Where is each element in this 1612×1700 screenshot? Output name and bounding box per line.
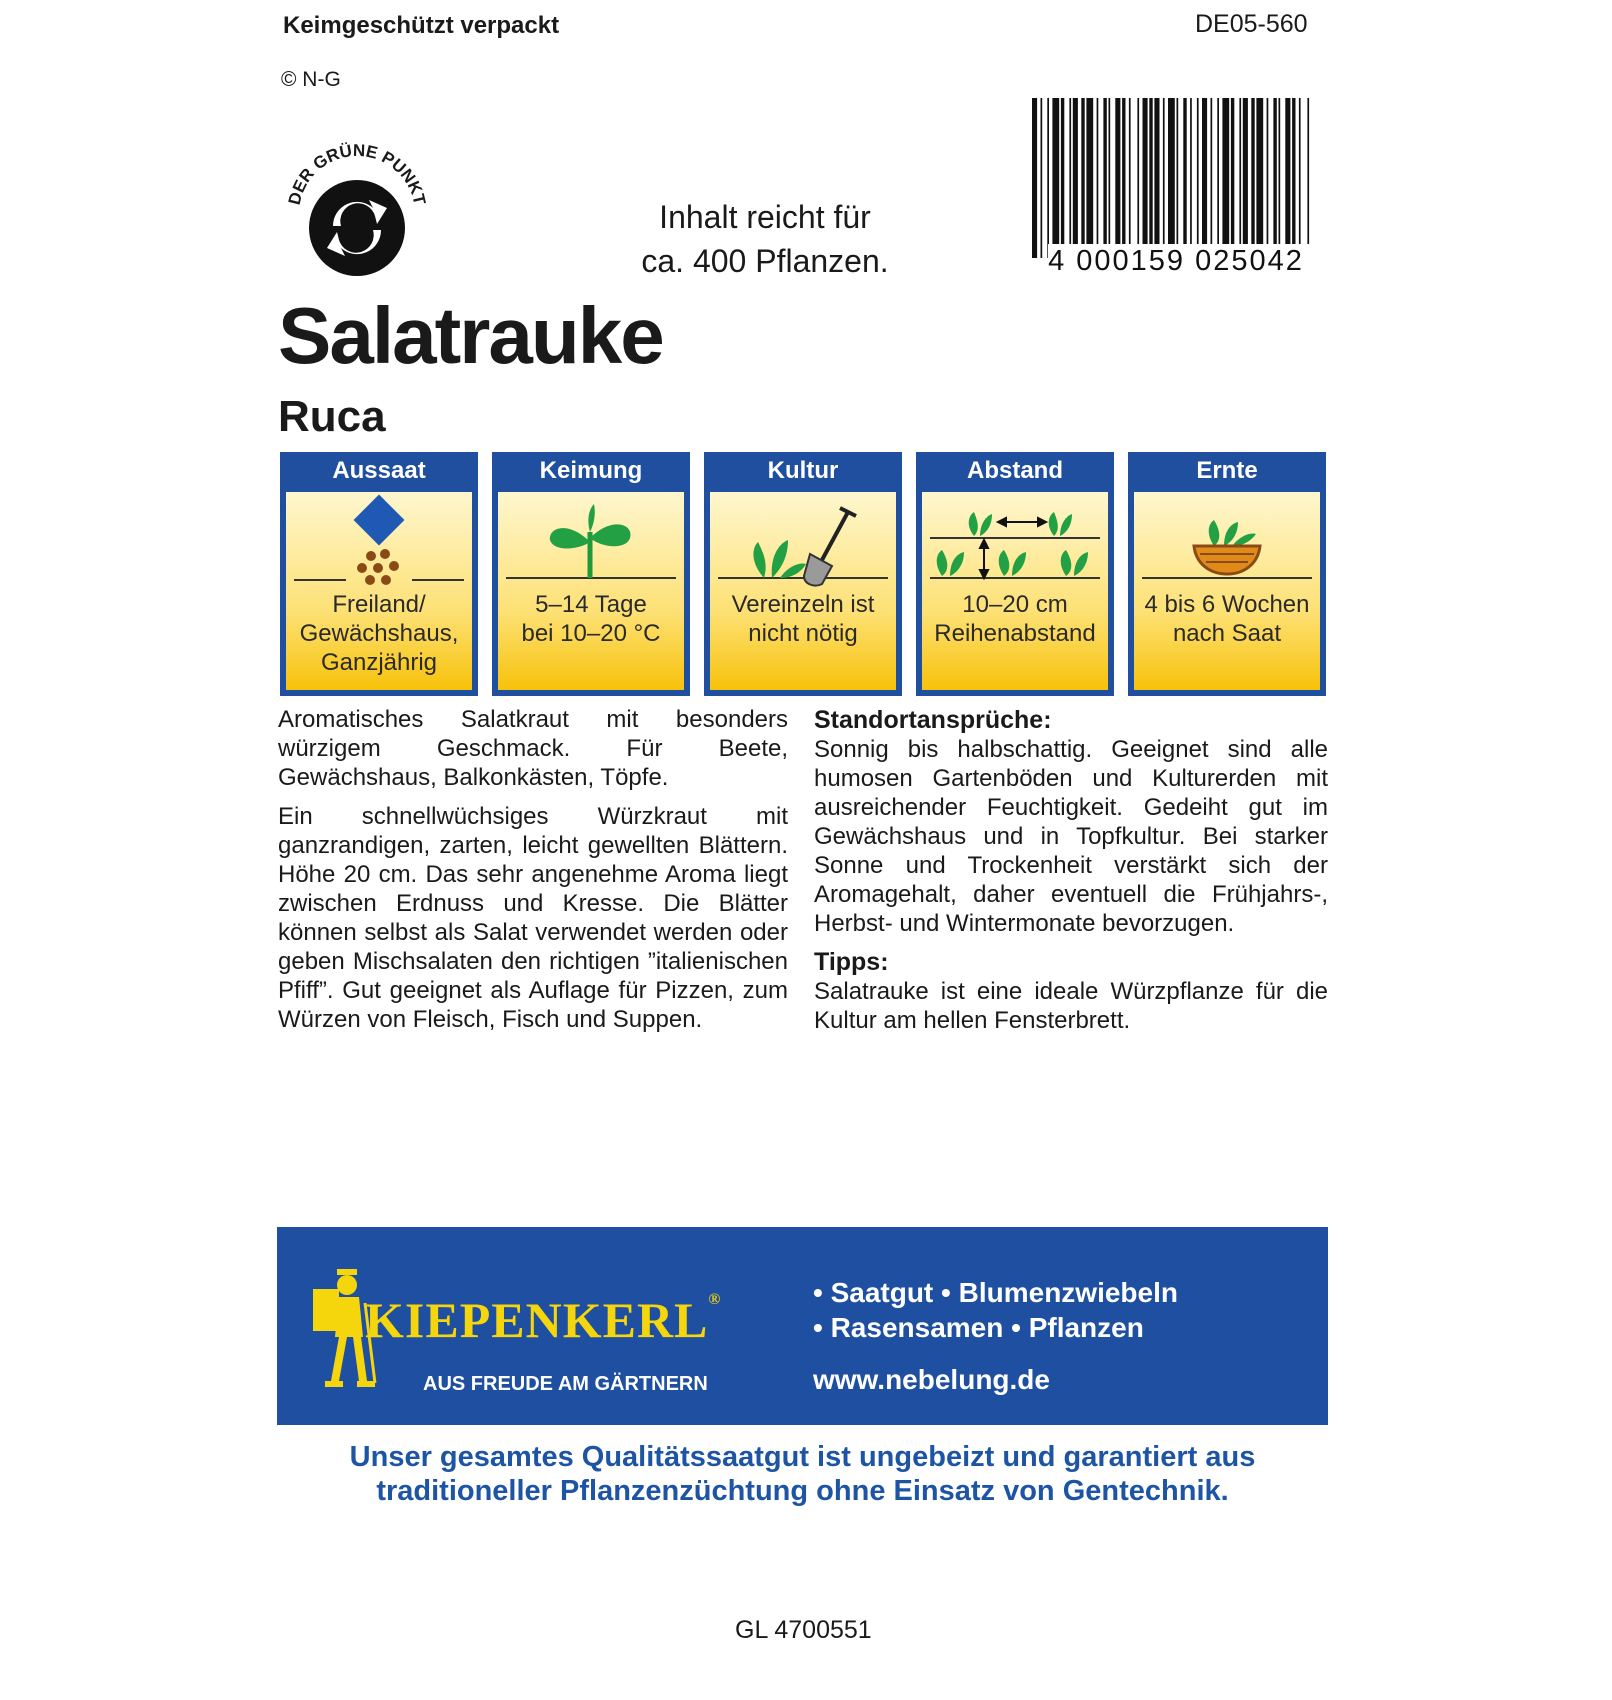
contents-note — [610, 195, 920, 283]
panel-aussaat — [280, 452, 478, 696]
description-paragraph: Ein schnellwüchsiges Würzkraut mit ganzrandigen, zarten, leicht gewellten Blättern. Höhe 20 cm. Das sehr angenehme Aroma liegt zwischen Erdnuss und Kresse. Die Blätter können selbst als Salat verwendet werden oder geben Mischsalaten den richtigen ”italienischen Pfiff”. Gut geeignet als Auflage für Pizzen, zum Würzen von Fleisch, Fisch und Suppen. — [278, 803, 788, 1033]
description-paragraph: Aromatisches Salatkraut mit besonders würzigem Geschmack. Für Beete, Gewächshaus, Balkonkästen, Töpfe. — [278, 706, 788, 791]
panel-line: 5–14 Tage — [535, 591, 647, 618]
spacing-icon — [922, 492, 1108, 602]
panel-line: Reihenabstand — [934, 620, 1096, 647]
panel-line: nach Saat — [1172, 620, 1282, 647]
registered-mark: ® — [708, 1291, 722, 1308]
brand-name — [365, 1291, 721, 1349]
brand-text: KIEPENKERL — [365, 1292, 709, 1348]
tips-text: Salatrauke ist eine ideale Würzpflanze für die Kultur am hellen Fensterbrett. — [814, 978, 1328, 1034]
panel-title: Keimung — [539, 457, 643, 484]
panel-kultur — [704, 452, 902, 696]
panel-line: Vereinzeln ist — [731, 591, 875, 618]
panel-title: Kultur — [767, 457, 839, 484]
spade-icon — [710, 492, 896, 602]
panel-line: Gewächshaus, — [299, 620, 459, 647]
brand-banner — [277, 1227, 1328, 1425]
services-line-1: • Saatgut • Blumenzwiebeln — [813, 1277, 1178, 1308]
footer-code: GL 4700551 — [735, 1616, 872, 1644]
hygiene-note: Keimgeschützt verpackt — [283, 12, 560, 39]
quality-statement — [277, 1440, 1328, 1508]
quality-line-2: traditioneller Pflanzenzüchtung ohne Einsatz von Gentechnik. — [376, 1475, 1229, 1507]
location-text: Sonnig bis halbschattig. Geeignet sind alle humosen Gartenböden und Kulturerden mit ausreichender Feuchtigkeit. Gedeiht gut im Gewächshaus und in Topfkultur. Bei starker Sonne und Trockenheit verstärkt sich der Aromagehalt, daher eventuell die Frühjahrs-, Herbst- und Wintermonate bevorzugen. — [814, 736, 1328, 937]
panel-abstand — [916, 452, 1114, 696]
seed-packet-icon — [286, 492, 472, 602]
panel-line: 10–20 cm — [962, 591, 1068, 618]
contents-line-2: ca. 400 Pflanzen. — [641, 243, 889, 279]
brand-slogan: AUS FREUDE AM GÄRTNERN — [423, 1373, 708, 1395]
article-code: DE05-560 — [1195, 10, 1308, 38]
growing-info — [814, 705, 1328, 1035]
panel-line: nicht nötig — [748, 620, 858, 647]
location-heading: Standortansprüche: — [814, 706, 1052, 734]
panel-line: Ganzjährig — [320, 649, 438, 676]
website-link[interactable]: www.nebelung.de — [813, 1364, 1050, 1395]
panel-title: Abstand — [967, 457, 1063, 484]
tips-heading: Tipps: — [814, 948, 889, 976]
panel-title: Aussaat — [332, 457, 426, 484]
panel-line: bei 10–20 °C — [521, 620, 661, 647]
description — [278, 705, 788, 1034]
product-variety: Ruca — [278, 392, 386, 441]
contents-line-1: Inhalt reicht für — [659, 199, 871, 235]
product-name: Salatrauke — [278, 291, 663, 380]
green-dot-icon — [277, 128, 437, 288]
green-dot-label: DER GRÜNE PUNKT — [284, 140, 430, 207]
barcode-digits: 4 000159 025042 — [1048, 245, 1304, 277]
panel-line: Freiland/ — [332, 591, 426, 618]
panel-line: 4 bis 6 Wochen — [1144, 591, 1310, 618]
panel-ernte — [1128, 452, 1326, 696]
seedling-icon — [498, 492, 684, 602]
quality-line-1: Unser gesamtes Qualitätssaatgut ist ungebeizt und garantiert aus — [349, 1441, 1256, 1473]
harvest-bowl-icon — [1134, 492, 1320, 602]
panel-title: Ernte — [1196, 457, 1258, 484]
services-line-2: • Rasensamen • Pflanzen — [813, 1312, 1144, 1343]
barcode-icon — [1030, 98, 1312, 278]
copyright: © N-G — [281, 68, 341, 91]
panel-keimung — [492, 452, 690, 696]
